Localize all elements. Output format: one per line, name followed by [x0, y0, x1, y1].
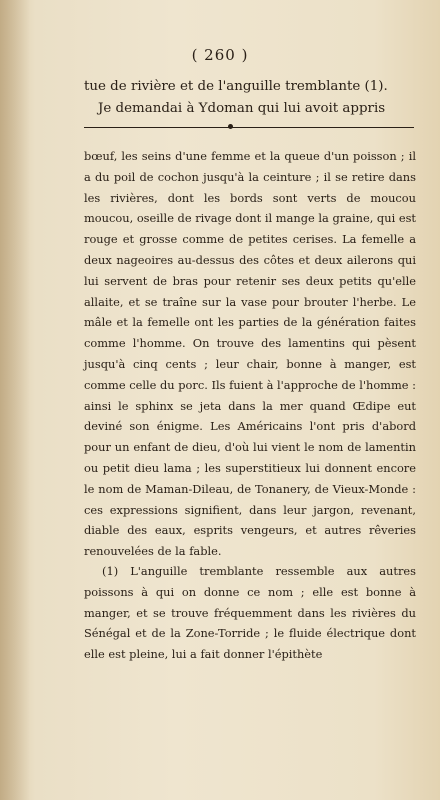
footnote	[84, 561, 416, 665]
section-rule	[84, 127, 414, 128]
page-number: ( 260 )	[191, 46, 249, 64]
paragraph-text: bœuf, les seins d'une femme et la queue d'un poisson ; il a du poil de cochon jusqu'à la ceinture ; il se retire dans les rivières, dont les bords sont verts de moucou moucou, oseille de rivage dont il mange la graine, qui est rouge et grosse comme de petites cerises. La femelle a deux nageoires au-dessus des côtes et deux ailerons qui lui servent de bras pour retenir ses deux petits qu'elle allaite, et se traîne sur la vase pour brouter l'herbe. Le mâle et la femelle ont les parties de la génération faites comme l'homme. On trouve des lamentins qui pèsent jusqu'à cinq cents ; leur chair, bonne à manger, est comme celle du porc. Ils fuient à l'approche de l'homme : ainsi le sphinx se jeta dans la mer quand Œdipe eut deviné son énigme. Les Américains l'ont pris d'abord pour un enfant de dieu, d'où lui vient le nom de lamentin ou petit dieu lama ; les superstitieux lui donnent encore le nom de Maman-Dileau, de Tonanery, de Vieux-Monde : ces expressions signifient, dans leur jargon, revenant, diable des eaux, esprits vengeurs, et autres rêveries renouvelées de la fable.	[84, 149, 416, 559]
footnote-text: (1) L'anguille tremblante ressemble aux autres poissons à qui on donne ce nom ; elle est bonne à manger, et se trouve fréquemment dans les rivières du Sénégal et de la Zone-Torride ; le fluide électrique dont elle est pleine, lui a fait donner l'épithète	[84, 564, 416, 662]
rule-ornament	[228, 124, 233, 129]
page-gutter-shadow	[0, 0, 30, 800]
text-line: Je demandai à Ydoman qui lui avoit appris	[98, 101, 386, 116]
text-line: tue de rivière et de l'anguille tremblante (1).	[84, 79, 388, 94]
main-paragraph	[84, 146, 416, 562]
